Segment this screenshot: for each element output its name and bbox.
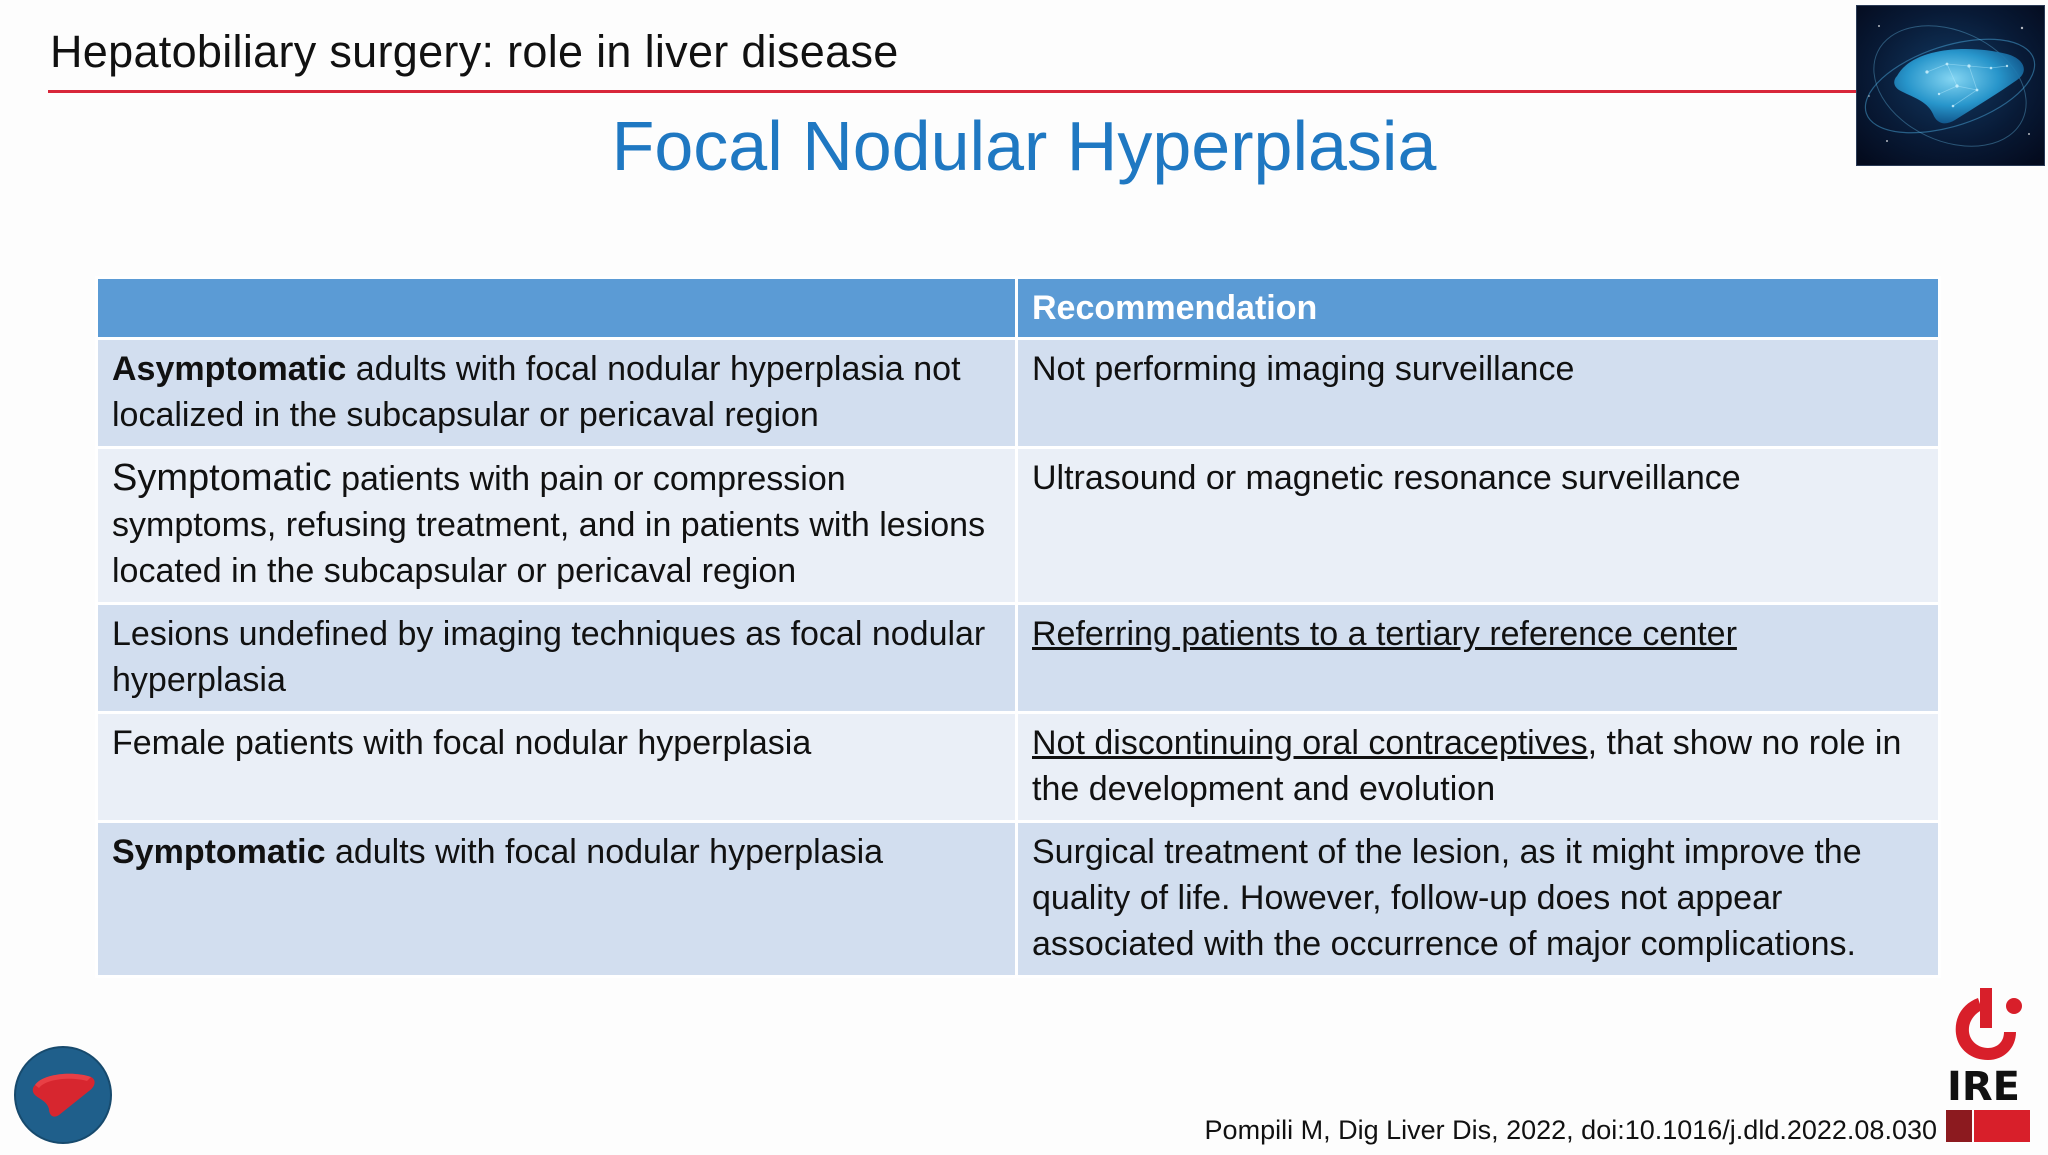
recommendation-cell xyxy=(1017,822,1940,977)
cell-text: Ultrasound or magnetic resonance surveillance xyxy=(1032,459,1741,497)
recommendation-cell xyxy=(1017,604,1940,713)
cell-text: adults with focal nodular hyperplasia not localized in the subcapsular or pericaval region xyxy=(112,350,961,434)
emphasis-text: Symptomatic xyxy=(112,833,326,871)
slide-header-title: Hepatobiliary surgery: role in liver disease xyxy=(50,26,899,77)
cell-text: adults with focal nodular hyperplasia xyxy=(325,833,884,871)
slide-title: Focal Nodular Hyperplasia xyxy=(611,107,1437,185)
recommendation-cell xyxy=(1017,339,1940,448)
table-row xyxy=(97,339,1940,448)
cell-text: Surgical treatment of the lesion, as it might improve the quality of life. However, follow-up does not appear associated with the occurrence of major complications. xyxy=(1032,833,1862,963)
table-row xyxy=(97,604,1940,713)
underlined-text: Not discontinuing oral contraceptives xyxy=(1032,724,1588,762)
cell-text: patients with pain or compression symptoms, refusing treatment, and in patients with lesions located in the subcapsular or pericaval region xyxy=(112,460,986,590)
table-row xyxy=(97,822,1940,977)
table-row xyxy=(97,713,1940,822)
liver-badge-icon xyxy=(13,1045,113,1145)
emphasis-text: Symptomatic xyxy=(112,457,332,499)
condition-cell xyxy=(97,604,1017,713)
table-header-row xyxy=(97,278,1940,339)
table-header-cell xyxy=(97,278,1017,339)
ire-institute-icon xyxy=(1944,980,2034,1150)
citation-text: Pompili M, Dig Liver Dis, 2022, doi:10.1016/j.dld.2022.08.030 xyxy=(1204,1115,1937,1145)
condition-cell xyxy=(97,448,1017,604)
ire-logo-text: IRE xyxy=(1947,1064,2021,1110)
condition-cell xyxy=(97,713,1017,822)
table-row xyxy=(97,448,1940,604)
recommendation-table xyxy=(95,276,1941,978)
header-divider xyxy=(48,90,1856,93)
underlined-text: Referring patients to a tertiary reference center xyxy=(1032,615,1737,653)
condition-cell xyxy=(97,339,1017,448)
recommendation-cell xyxy=(1017,713,1940,822)
liver-logo xyxy=(13,1045,113,1145)
ire-logo xyxy=(1944,980,2034,1150)
recommendation-cell xyxy=(1017,448,1940,604)
cell-text: Lesions undefined by imaging techniques as focal nodular hyperplasia xyxy=(112,615,986,699)
table-header-cell: Recommendation xyxy=(1017,278,1940,339)
cell-text: Not performing imaging surveillance xyxy=(1032,350,1575,388)
cell-text: , that show no role in the development and evolution xyxy=(1032,724,1902,808)
cell-text: Female patients with focal nodular hyperplasia xyxy=(112,724,812,762)
emphasis-text: Asymptomatic xyxy=(112,350,347,388)
condition-cell xyxy=(97,822,1017,977)
